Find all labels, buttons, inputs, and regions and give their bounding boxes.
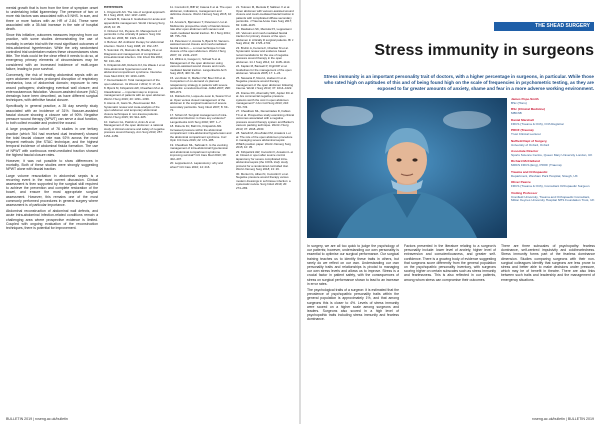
body-paragraph: However, it was not possible to show differences in mortality. Both of these studies were strongly suggesting NPWT alone with fascial traction. bbox=[6, 158, 98, 172]
author-name: Visiting Professor bbox=[511, 190, 538, 195]
author-entry bbox=[511, 192, 595, 204]
body-paragraph: A large prospective cohort of 76 studies in one tertiary practice (which 764 had received dual treatment) showed the total fascial closure rate was 92% across the most frequent methods (the STAC technique, and the highest temporal incidence of abdominal fistula formation. The use of NPWT with continuous mesh-mediated traction showed the highest fascial closure rates. bbox=[6, 127, 98, 157]
reference-item: 17. Schein M. Surgical management of intra-abdominal infection: is there any evidence? Langenbecks Arch Surg 2002; 387: 1–7. bbox=[170, 112, 228, 124]
left-page bbox=[0, 0, 299, 424]
author-entry bbox=[511, 181, 595, 189]
reference-item: 3. Ordonez CA, Puyana JC. Management of peritonitis in the critically ill patient. Surg Clin North Am 2006; 86: 1323–1349. bbox=[104, 28, 162, 40]
left-page-footer: BULLETIN 2019 | rcseng.ac.uk/bulletin bbox=[6, 417, 68, 421]
reference-item: 14. Willms A, Gusgen C, Schaaf S et al. Management of the open abdomen using vacuum-assisted wound closure and mesh-mediated fascial traction. Langenbecks Arch Surg 2015; 400: 91–99. bbox=[170, 57, 227, 76]
left-body-column bbox=[6, 6, 98, 408]
body-paragraph: Since this initiative, outcomes measures improving from our practice, with some studies demonstrating the use of mortality in certain trial with the most significant outcomes of intra-abdominal hypertension. While the only randomised controlled trial undertaken makes these circumstances show little. The trials could be the clear effect it needs to do so, at emergency primary elements of circumstances may be considered with an increased incidence of multi-organ failure, leading to poor survival. bbox=[6, 33, 98, 71]
reference-item: 26. Frazee RC, Abernathy SW, Jupiter DC et al. Are commercial negative pressure systems worth the cost in open abdomen management? J Am Coll Surg 2013; 216: 730–733. bbox=[236, 90, 294, 109]
author-name: James Pope-Smith bbox=[511, 98, 539, 101]
surgeon-photo bbox=[307, 98, 507, 238]
author-name: Associate Director bbox=[511, 149, 539, 154]
author-entry bbox=[511, 171, 595, 179]
author-detail: Department, Wexham Park Hospital, Slough, UK bbox=[511, 173, 578, 178]
author-detail: Sports Science Centre, Queen Mary University London, UK bbox=[511, 152, 593, 157]
reference-item: 30. Montori G, Allievi N, Coccolini F et al. Negative pressure wound therapy versus modern dressings in soft tissue infection: a systematic review. Surg Infect 2019; 20: 274–283. bbox=[236, 171, 291, 190]
author-entry bbox=[511, 129, 595, 137]
reference-item: 25. Navsaria P, Nicol A, Hudson D et al. Negative pressure wound therapy management of the open abdomen following trauma. World J Surg 2013; 37: 1014–1022. bbox=[236, 75, 294, 91]
author-name: Daniel Marshall bbox=[511, 117, 534, 122]
reference-item: 7. Demetriades D. Total management of the open abdomen. Int Wound J 2012; 9: 17–24. bbox=[104, 78, 162, 86]
body-paragraph: Specifically in general practice, a 35 day severity study associated with an incidence of 31%. Vacuum-assisted fascial closure showing a closure rate of 90%. Negative pressure wound therapy (NPWT) can serve a dual function, to both collect exudate and protect the wound. bbox=[6, 104, 98, 126]
body-paragraph: mental growth that is born from the time of symptom onset to undertaking initial ligamentary. The presence of two or more risk factors was associated with a 5 NHS. In sum, and three or more factors with an HR of 2.84. These were associated with a 35-fold increase in the rate of hospital death. bbox=[6, 6, 98, 32]
reference-item: 8. Bjorck M, Kirkpatrick AW, Cheatham M et al. Classification — important step to improve management of patients with an open abdomen. World J Surg 2016; 40: 1331–1339. bbox=[104, 86, 166, 101]
author-name: PROF (Trauma) bbox=[511, 128, 534, 133]
author-detail: FRCS (Trauma & Orth), Orth Registrar bbox=[511, 121, 564, 126]
right-page-footer: rcseng.ac.uk/bulletin | BULLETIN 2019 bbox=[532, 417, 594, 421]
body-paragraph: Large volume resuscitation in abdominal sepsis is a recurring event in the most current discussion. Clinical assessment is then supported by the surgical skill required to achieve the prevention and complete restoration of the bowel, and ensure the most appropriate surgical assessment. However, this remains one of the most commonly performed procedures in general surgery where assessment is of particular importance. bbox=[6, 173, 98, 207]
body-paragraph: Conversely, the risk of treating abdominal sepsis with an open abdomen includes prolonged disruption of respiratory mechanics, loss of abdominal domain; exposure to new wound pathogens; challenging eventual wall closure; and enterocutaneous fistulation. Vacuum-assisted closure (VAC) dressings have been described, as have different surgical techniques, with definitive fascial closure. bbox=[6, 73, 98, 103]
author-detail: MBChB bbox=[511, 111, 522, 116]
surgeon-photo-illustration bbox=[307, 98, 507, 238]
body-paragraph: The psychological traits of a surgeon: it is estimated that the prevalence of psychopathic personality traits within the general population is approximately 1%, and that among surgeons this is closer to 4%. Levels of stress immunity were scored on a higher scale among surgeons and leaders. Surgeons also scored in a high level of psychopathic traits including stress immunity and fearless dominance. bbox=[307, 288, 399, 322]
reference-item: 5. Solomkin JS, Mazuski JE, Bradley JS et al. Diagnosis and management of complicated intra-abdominal infection. Clin Infect Dis 2010; 50: 133–164. bbox=[104, 48, 163, 63]
author-entry bbox=[511, 108, 595, 116]
author-name: Nuffield Dept of Surgery, bbox=[511, 138, 548, 143]
reference-item: 13. Petersson U, Acosta S, Bjorck M. Vacuum-assisted wound closure and mesh-mediated fascial traction — a novel technique for late closure of the open abdomen. World J Surg 2007; 31: 2133–2137. bbox=[170, 38, 230, 57]
reference-item: 4. Bohnen JM. Antibiotic therapy for abdominal infection. World J Surg 1998; 22: 152–157. bbox=[104, 40, 164, 48]
reference-item: 11. Coccolini F, Biffl W, Catena F et al. The open abdomen, indications, management and definitive closure. World J Emerg Surg 2015; 10: 32. bbox=[170, 6, 232, 20]
reference-item: 10. Carlson GL, Patrick H, Amin AI et al. Management of the open abdomen: a national study of clinical outcome and safety of negative pressure wound therapy. Ann Surg 2013; 257: 1154–1159. bbox=[104, 119, 165, 138]
author-detail: BSc (Hons) bbox=[511, 100, 527, 105]
reference-item: 6. Kirkpatrick AW, Roberts DJ, De Waele J et al. Intra-abdominal hypertension and the abdominal compartment syndrome. Intensive Care Med 2013; 39: 1190–1206. bbox=[104, 63, 166, 78]
author-entry bbox=[511, 140, 595, 148]
reference-item: 21. Tolonen M, Mentula P, Sallinen V et al. Open abdomen with vacuum-assisted wound closure and mesh-mediated fascial traction in patients with complicated diffuse secondary peritonitis. J Trauma Acute Care Surg 2017; 82: 1100–1105. bbox=[236, 6, 294, 27]
reference-item: 16. Robledo FA, Luque-de-Leon E, Suarez R et al. Open versus closed management of the abdomen in the surgical treatment of severe secondary peritonitis. Surg Infect 2007; 8: 63–72. bbox=[170, 94, 231, 113]
reference-item: 20. Leppaniemi A. Laparostomy: why and when? Crit Care 2010; 14: 216. bbox=[170, 161, 224, 169]
body-paragraph: There are three subscales of psychopathy: fearless dominance, self-centred impulsivity and coldheartedness. Stress immunity forms part of the fearless dominance dimension. Studies comparing surgeons with their non-surgical colleagues identify that surgeons are less prone to stress and better able to make decisions under pressure, which may be of benefit in theatre. There are also links between such traits and leadership and the management of emergency situations. bbox=[501, 244, 595, 282]
article-standfirst: Stress immunity is an important personality trait of doctors, with a higher percentage in surgeons, in particular. While those who rated high on aptitudes of this and of being found high on the scale of frequencies in psychometric testing, as they are exposed to far greater amounts of anxiety, shame and fear in a more adverse working environment. bbox=[323, 74, 594, 91]
references-column-3 bbox=[236, 6, 294, 408]
reference-item: 15. van Ruler O, Mahler CW, Boer KR et al. Comparison of on-demand vs planned relaparotomy strategy in patients with severe peritonitis: a randomized trial. JAMA 2007; 298: 865–872. bbox=[170, 75, 231, 94]
author-entry bbox=[511, 98, 595, 106]
reference-item: 27. Cheatham ML, Demetriades D, Fabian TC et al. Prospective study examining clinical outcomes associated with a negative pressure wound therapy system and Barker's vacuum packing technique. World J Surg 2013; 37: 2018–2030. bbox=[236, 109, 294, 131]
section-tag: THE SHEAD SURGERY bbox=[494, 22, 594, 31]
author-entry bbox=[511, 150, 595, 158]
author-panel bbox=[511, 98, 595, 238]
author-name: Richard McClelland bbox=[511, 159, 540, 164]
reference-item: 9. Atema JJ, Gans SL, Boermeester MA. Systematic review and meta-analysis of the open abdomen and temporary abdominal closure techniques in non-trauma patients. World J Surg 2015; 39: 912–925. bbox=[104, 101, 160, 120]
body-paragraph: In surgery, we are all too quick to judge the psychology of our patients; however, understanding our own personality is essential to optimise our surgical performance. Our surgical training teaches us to identify these traits in others, but rarely do we reflect on our own. Understanding our own personality traits and relationships is pivotal to managing our own stress levels and allows us to improve. Stress is a crucial factor in patient safety, with the consequences of stress on surgical performance shown to lead to an increase in error rates. bbox=[307, 244, 399, 286]
references-column-2 bbox=[170, 6, 232, 408]
reference-item: 19. Cheatham ML, Safcsak K. Is the evolving management of intra-abdominal hypertension and abdominal compartment syndrome improving survival? Crit Care Med 2010; 38: 402–407. bbox=[170, 142, 229, 161]
author-detail: University of Oxford, Oxford bbox=[511, 142, 550, 147]
author-name: Trauma and Orthopaedic bbox=[511, 169, 548, 174]
body-paragraph: Abdominal reconstruction of abdominal wall defects, and acute intra-abdominal infection-related conditions remain a challenging area where prospective evidence is limited. Coupled with ongoing evaluation of the reconstruction techniques, there is potential for improvement. bbox=[6, 209, 98, 230]
author-name: Oliver Pearce bbox=[511, 180, 531, 185]
reference-item: 2. Sartelli M, Catena F. Guidelines for acute and appendicitis management. World J Emerg Surg 2015; 10: 35. bbox=[104, 17, 166, 29]
author-name: BSc (Clinical Medicine) bbox=[511, 107, 546, 112]
article-body-column-1 bbox=[307, 244, 399, 408]
references-heading: References bbox=[104, 6, 123, 9]
reference-item: 1. Kingsnorth AN. The role of surgical approach. Br J Surg 2015; 102: 1197–1209. bbox=[104, 9, 166, 18]
article-body-column-2 bbox=[404, 244, 496, 408]
author-entry bbox=[511, 119, 595, 127]
references-column-1 bbox=[104, 6, 166, 408]
reference-item: 23. Bruhin A, Ferreira F, Chariker M et al. Systematic review and evidence based recommendations for the use of negative pressure wound therapy in the open abdomen. Int J Surg 2014; 12: 1105–1114. bbox=[236, 45, 291, 64]
reference-item: 12. Acosta S, Bjarnason T, Petersson U et al. Multicentre prospective study of fascial closure rate after open abdomen with vacuum and mesh-mediated fascial traction. Br J Surg 2011; 98: 735–743. bbox=[170, 19, 231, 39]
reference-item: 28. Sartelli M, Abu-Zidan FM, Ansaloni L et al. The role of the open abdomen procedure in managing severe abdominal sepsis: WSES position paper. World J Emerg Surg 2015; 10: 35. bbox=[236, 131, 293, 150]
article-title: Stress immunity in surgeons bbox=[374, 42, 594, 59]
reference-item: 29. Kirkpatrick AW, Coccolini F, Ansaloni L et al. Closed or open after source control laparotomy for severe complicated intra-abdominal sepsis (the COOL trial): study protocol for a randomized controlled trial. World J Emerg Surg 2018; 13: 26. bbox=[236, 149, 293, 172]
author-detail: Trust Clinical Lecturer bbox=[511, 132, 541, 137]
author-detail: MRCS FRCS (Eng), PROF (Trauma) bbox=[511, 163, 562, 168]
reference-item: 18. Roberts DJ, Ball CG, Kirkpatrick AW. Increased pressure within the abdominal compartment: intra-abdominal hypertension and the abdominal compartment syndrome. Curr Opin Crit Care 2016; 22: 174–185. bbox=[170, 124, 232, 143]
reference-item: 24. Kaplan M, Banwell P, Orgill DP et al. Guidelines for the management of the open abdomen. Wounds 2005; 17: 1–24. bbox=[236, 64, 292, 76]
right-page bbox=[301, 0, 600, 424]
body-paragraph: Factors presented in the literature relating to a surgeon’s personality include: lower level of anxiety, higher level of extraversion and conscientiousness, and greater self-confidence. There is a growing body of evidence suggesting that surgeons score differently from the general population on the psychopathic personality inventory, with surgeons scoring higher on certain subscales such as stress immunity and fearlessness. This is also reflected in our patients, among whom stress can compromise their outcomes. bbox=[404, 244, 496, 282]
author-detail: Cranfield University, Trauma and Orthopaedic Consultant, Milton Keynes University Hospital NHS Foundation Trust, UK bbox=[511, 194, 595, 203]
reference-item: 22. Rasilainen SK, Mentula PJ, Leppaniemi AK. Vacuum and mesh-mediated fascial traction for primary closure of the open abdomen in critically ill surgical patients. Br J Surg 2012; 99: 1725–1732. bbox=[236, 27, 294, 46]
article-body-column-3 bbox=[501, 244, 595, 408]
author-entry bbox=[511, 160, 595, 168]
author-detail: FRCS (Trauma & Orth), Consultant Orthopaedic Surgeon bbox=[511, 184, 590, 189]
